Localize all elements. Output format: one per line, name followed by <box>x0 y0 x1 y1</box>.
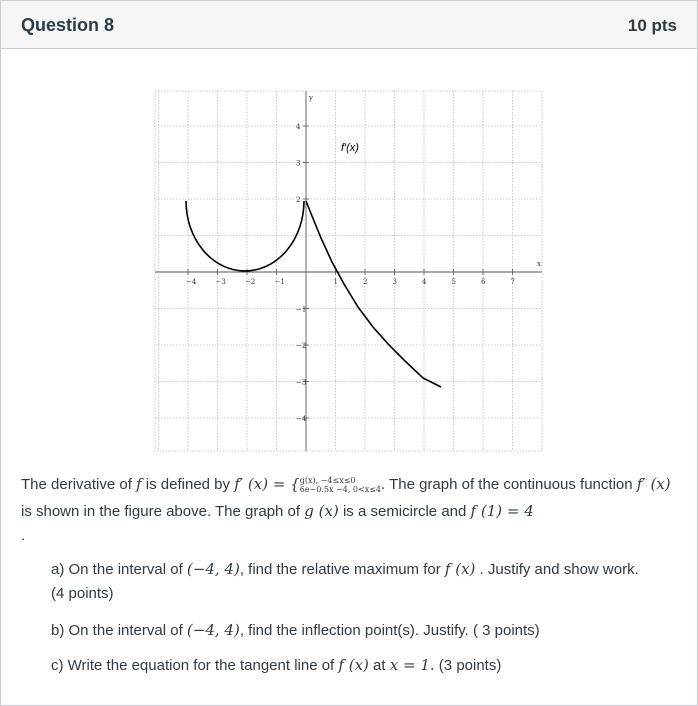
part-b-interval: (−4, 4) <box>186 621 240 639</box>
piece-top: g(x), −4≤x≤0 <box>299 476 356 486</box>
axis-ticks <box>186 123 515 423</box>
fprime-x: f′ (x) <box>636 475 671 493</box>
y-tick-label: 2 <box>296 196 301 204</box>
question-header <box>1 1 697 49</box>
part-c-prefix: c) Write the equation for the tangent line of <box>51 657 339 674</box>
trailing-period: . <box>21 527 26 544</box>
x-tick-label: 5 <box>451 278 456 286</box>
intro-c: . The graph of the continuous function <box>381 476 637 493</box>
x-tick-label: 6 <box>481 278 486 286</box>
x-axis-label: x <box>537 260 541 268</box>
derivative-graph <box>151 86 546 456</box>
part-a-suffix: . Justify and show work. (4 points) <box>51 561 639 602</box>
f-symbol: f <box>136 475 142 493</box>
question-title: Question 8 <box>21 15 115 35</box>
piecewise-block <box>300 476 381 494</box>
part-a-prefix: a) On the interval of <box>51 561 187 578</box>
problem-statement <box>21 471 681 525</box>
part-c-mid: at <box>368 657 390 674</box>
y-tick-label: 3 <box>296 159 301 168</box>
piece-bottom: 6e−0.5x −4, 0<x≤4 <box>299 485 382 495</box>
x-tick-label: 4 <box>422 278 427 286</box>
semicircle-g-curve <box>186 201 304 271</box>
exponential-curve <box>306 201 441 387</box>
intro-d: is shown in the figure above. The graph of <box>21 503 305 520</box>
g-x: g (x) <box>304 502 339 520</box>
part-c-suffix: (3 points) <box>434 657 502 674</box>
part-c <box>51 653 651 678</box>
graph-svg <box>151 86 546 456</box>
curve-label: f′(x) <box>341 142 359 154</box>
x-tick-label: −1 <box>274 278 285 286</box>
fprime-definition: f′ (x) = { <box>234 475 300 493</box>
part-b-suffix: , find the inflection point(s). Justify. ( 3 points) <box>239 622 540 639</box>
part-b <box>51 618 651 643</box>
y-tick-label: −1 <box>296 305 307 314</box>
x-tick-label: −3 <box>215 278 226 286</box>
y-tick-label: −2 <box>296 342 307 350</box>
y-tick-label: −4 <box>296 415 307 423</box>
intro-a: The derivative of <box>21 476 137 493</box>
question-points: 10 pts <box>627 16 677 35</box>
part-c-x1: x = 1. <box>389 656 435 674</box>
part-a <box>51 557 651 606</box>
x-tick-label: 1 <box>333 278 338 286</box>
part-c-fx: f (x) <box>338 656 369 674</box>
part-a-interval: (−4, 4) <box>186 560 240 578</box>
part-a-fx: f (x) <box>444 560 476 578</box>
x-tick-label: −2 <box>245 278 256 286</box>
x-tick-label: 7 <box>510 278 515 286</box>
intro-e: is a semicircle and <box>338 503 471 520</box>
part-a-mid: , find the relative maximum for <box>239 561 445 578</box>
part-b-prefix: b) On the interval of <box>51 622 187 639</box>
y-tick-label: −3 <box>296 378 307 387</box>
y-tick-label: 4 <box>296 123 301 131</box>
y-axis-label: y <box>309 94 313 102</box>
f1-equation: f (1) = 4 <box>470 502 534 520</box>
x-tick-label: 2 <box>363 278 368 286</box>
x-tick-label: −4 <box>186 278 197 286</box>
x-tick-label: 3 <box>392 278 397 286</box>
intro-b: is defined by <box>141 476 235 493</box>
